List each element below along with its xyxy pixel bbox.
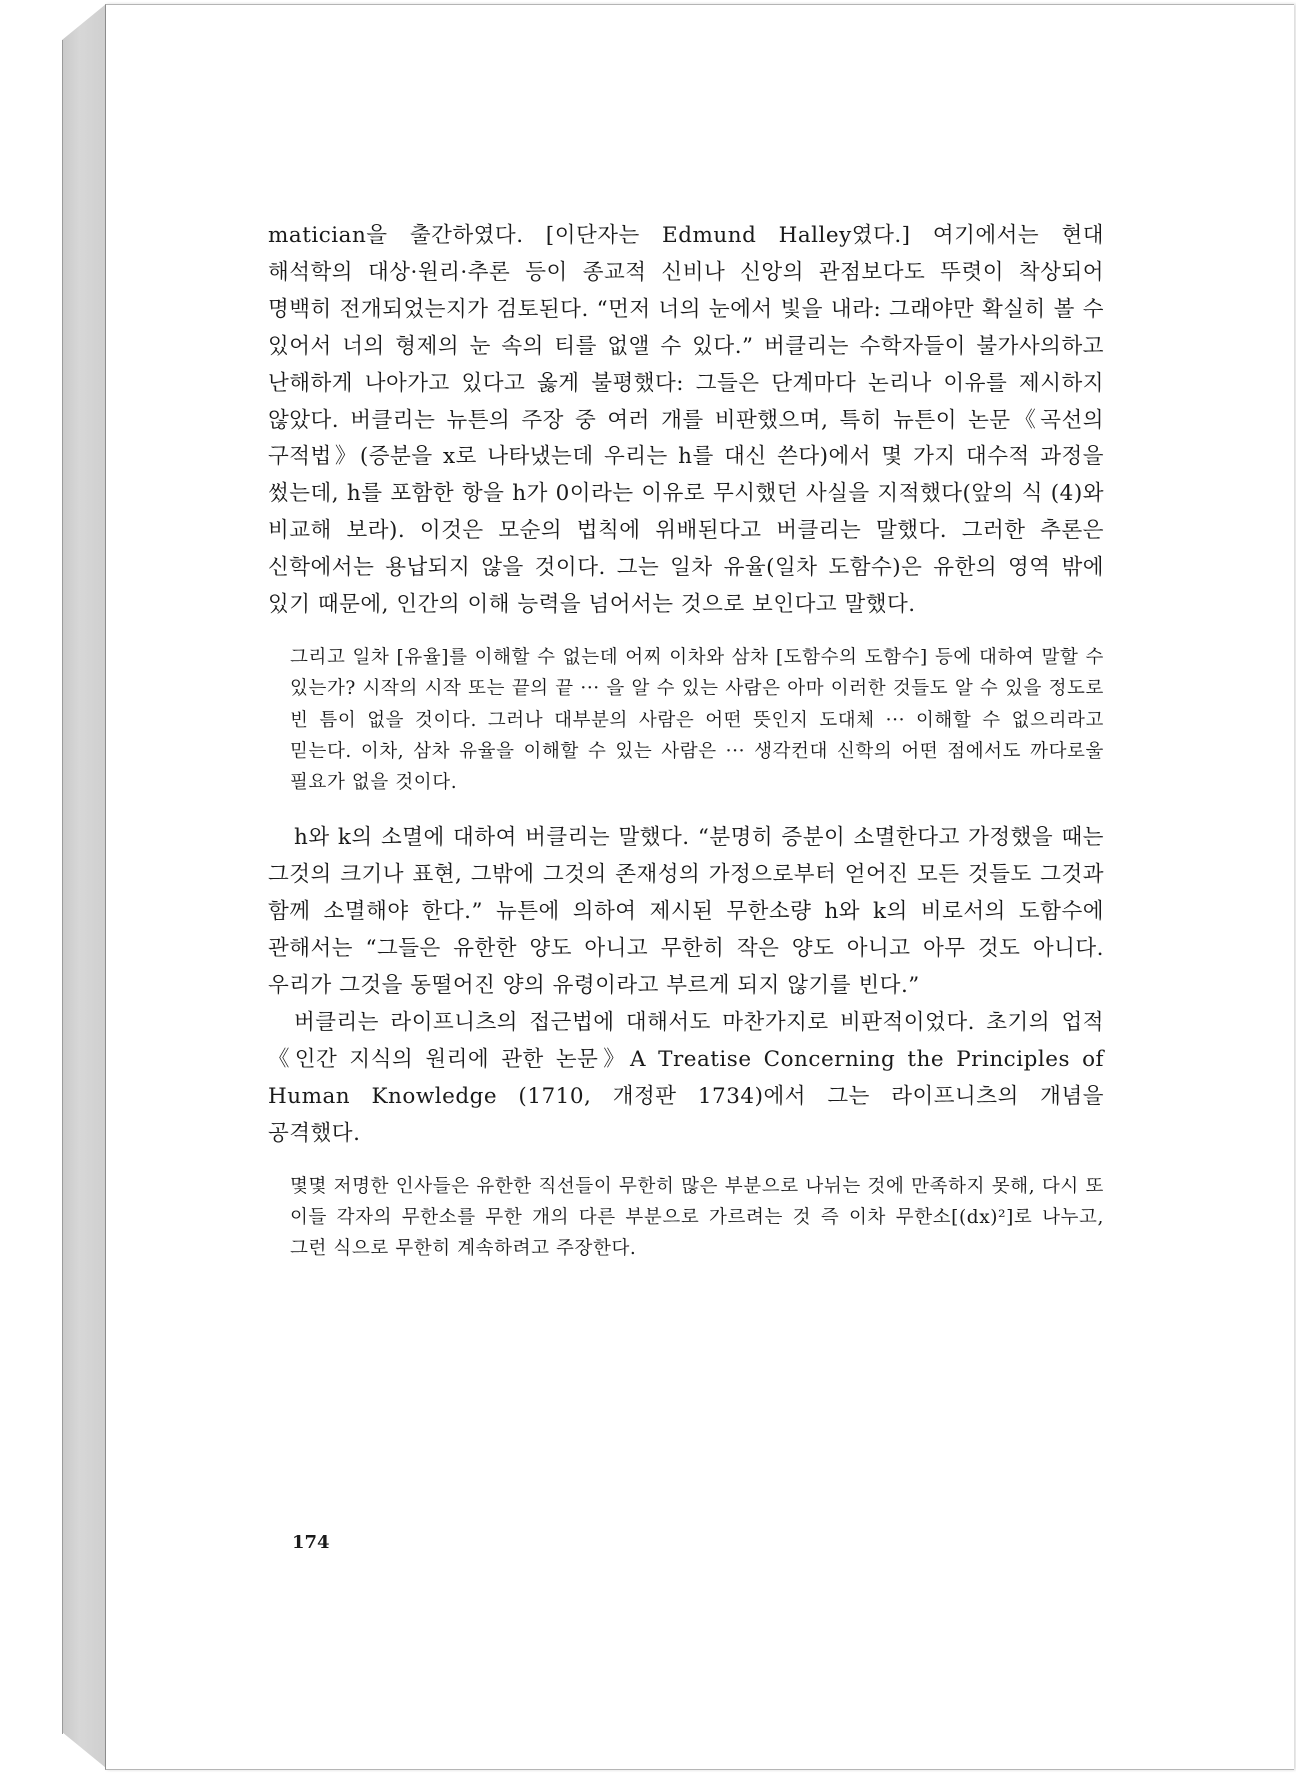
block-quote-1: 그리고 일차 [유율]를 이해할 수 없는데 어찌 이차와 삼차 [도함수의 도함수] 등에 대하여 말할 수 있는가? 시작의 시작 또는 끝의 끝 ··· 을 알 수 있는 사람은 아마 이러한 것들도 알 수 있을 정도로 빈 틈이 없을 것이다. 그러나 대부분의 사람은 어떤 뜻인지 도대체 ··· 이해할 수 없으리라고 믿는다. 이차, 삼차 유율을 이해할 수 있는 사람은 ··· 생각컨대 신학의 어떤 점에서도 까다로울 필요가 없을 것이다. — [290, 646, 1104, 794]
spacer — [268, 798, 1104, 820]
spacer — [268, 1153, 1104, 1171]
body-paragraph-1: matician을 출간하였다. [이단자는 Edmund Halley였다.] 여기에서는 현대 해석학의 대상·원리·추론 등이 종교적 신비나 신앙의 관점보다도 뚜렷이 착상되어 명백히 전개되었는지가 검토된다. “먼저 너의 눈에서 빛을 내라: 그래야만 확실히 볼 수 있어서 너의 형제의 눈 속의 티를 없앨 수 있다.” 버클리는 수학자들이 불가사의하고 난해하게 나아가고 있다고 옳게 불평했다: 그들은 단계마다 논리나 이유를 제시하지 않았다. 버클리는 뉴튼의 주장 중 여러 개를 비판했으며, 특히 뉴튼이 논문《곡선의 구적법》(증분을 x로 나타냈는데 우리는 h를 대신 쓴다)에서 몇 가지 대수적 과정을 썼는데, h를 포함한 항을 h가 0이라는 이유로 무시했던 사실을 지적했다(앞의 식 (4)와 비교해 보라). 이것은 모순의 법칙에 위배된다고 버클리는 말했다. 그러한 추론은 신학에서는 용납되지 않을 것이다. 그는 일차 유율(일차 도함수)은 유한의 영역 밖에 있기 때문에, 인간의 이해 능력을 넘어서는 것으로 보인다고 말했다. — [268, 223, 1104, 618]
body-paragraph-2: h와 k의 소멸에 대하여 버클리는 말했다. “분명히 증분이 소멸한다고 가정했을 때는 그것의 크기나 표현, 그밖에 그것의 존재성의 가정으로부터 얻어진 모든 것들도 그것과 함께 소멸해야 한다.” 뉴튼에 의하여 제시된 무한소량 h와 k의 비로서의 도함수에 관해서는 “그들은 유한한 양도 아니고 무한히 작은 양도 아니고 아무 것도 아니다. 우리가 그것을 동떨어진 양의 유령이라고 부르게 되지 않기를 빈다.” — [268, 825, 1104, 999]
block-quote-2: 몇몇 저명한 인사들은 유한한 직선들이 무한히 많은 부분으로 나뉘는 것에 만족하지 못해, 다시 또 이들 각자의 무한소를 무한 개의 다른 부분으로 가르려는 것 즉 이차 무한소[(dx)²]로 나누고, 그런 식으로 무한히 계속하려고 주장한다. — [290, 1175, 1104, 1260]
book-spine-edge — [62, 4, 106, 1768]
book-edge-line — [62, 40, 63, 1734]
page-text-block — [268, 218, 1104, 1265]
spacer — [268, 624, 1104, 642]
page-number: 174 — [292, 1532, 330, 1553]
body-paragraph-3: 버클리는 라이프니츠의 접근법에 대해서도 마찬가지로 비판적이었다. 초기의 업적 《인간 지식의 원리에 관한 논문》A Treatise Concerning the Principles of Human Knowledge (1710, 개정판 1734)에서 그는 라이프니츠의 개념을 공격했다. — [268, 1009, 1104, 1146]
